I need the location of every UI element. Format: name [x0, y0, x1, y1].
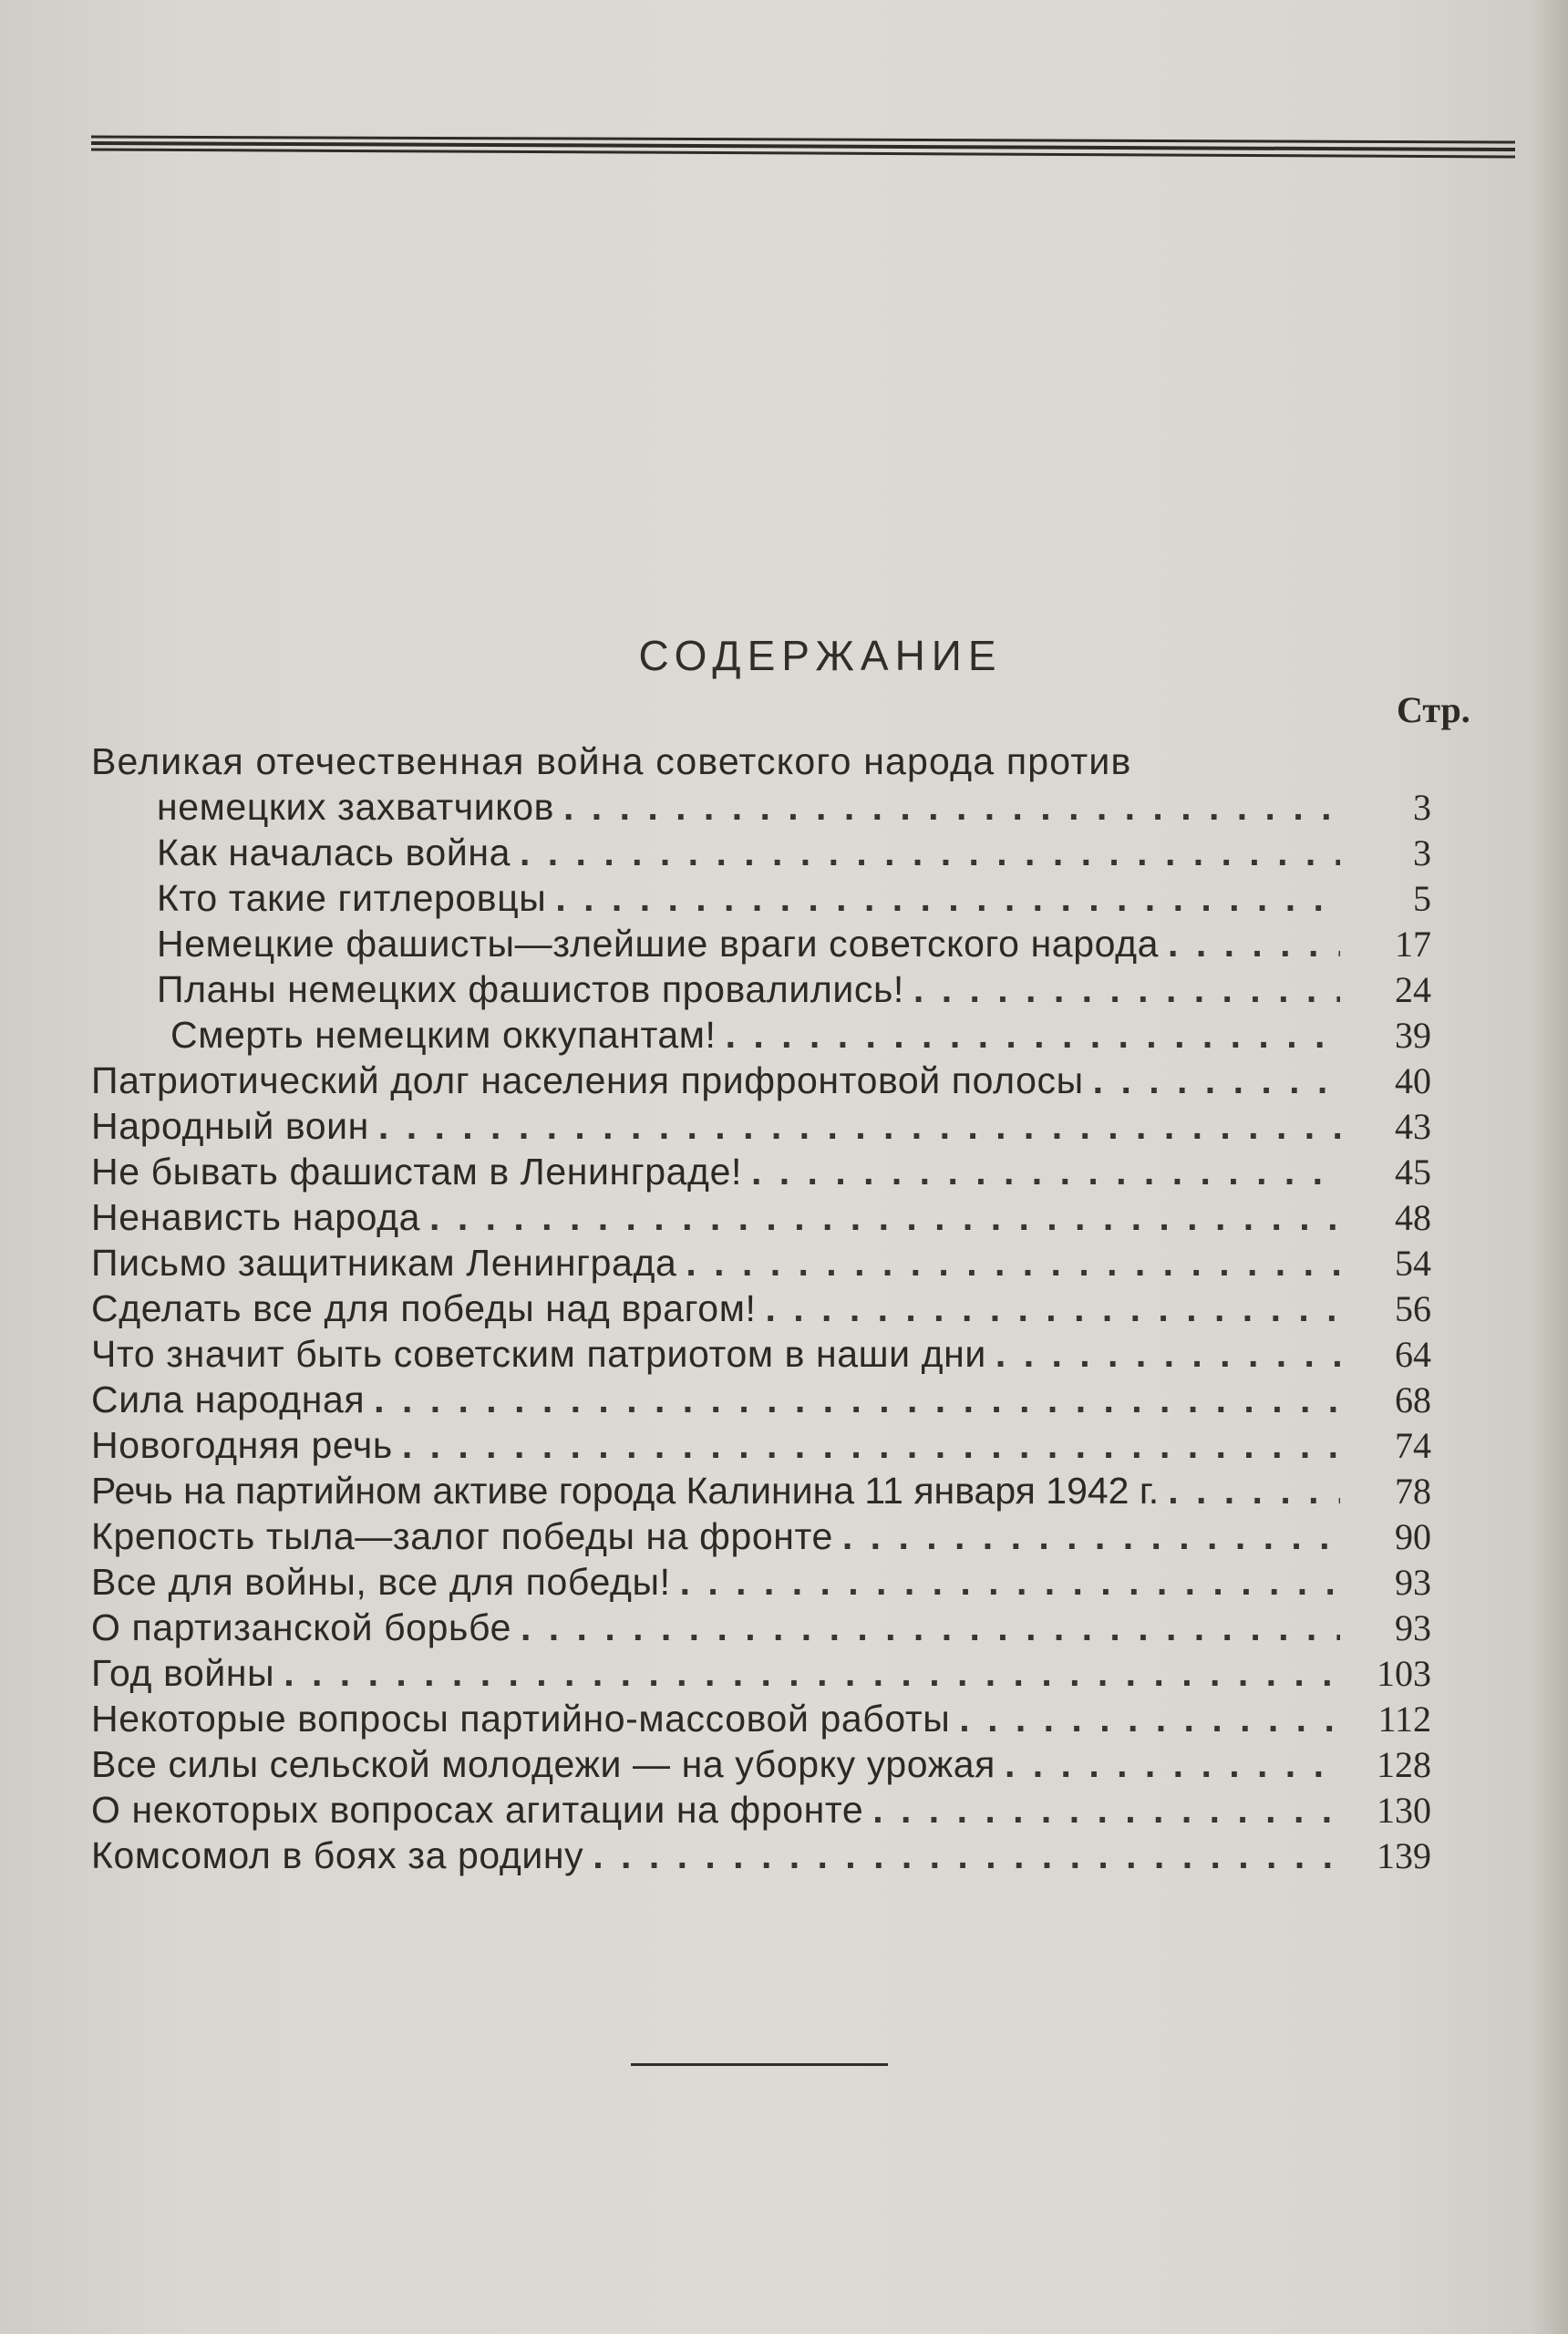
- dot-leader: [563, 784, 1340, 830]
- toc-entry-title: немецких захватчиков: [157, 786, 554, 828]
- toc-entry-page: 45: [1395, 1152, 1431, 1193]
- table-of-contents: [91, 738, 1431, 1878]
- toc-entry: [91, 1286, 1431, 1331]
- toc-entry: [91, 1194, 1431, 1240]
- toc-entry-page: 54: [1395, 1243, 1431, 1284]
- toc-entry-title: Немецкие фашисты—злейшие враги советского народа: [157, 923, 1160, 965]
- toc-entry-page: 139: [1377, 1835, 1431, 1876]
- dot-leader: [429, 1194, 1340, 1240]
- toc-entry: [91, 1422, 1431, 1468]
- dot-leader: [995, 1331, 1340, 1377]
- toc-entry-page: 78: [1395, 1471, 1431, 1512]
- toc-entry-title: Крепость тыла—залог победы на фронте: [91, 1515, 833, 1557]
- toc-entry-title: О партизанской борьбе: [91, 1606, 511, 1648]
- toc-sub-entry: [91, 966, 1431, 1012]
- toc-entry-page: 48: [1395, 1197, 1431, 1238]
- toc-entry-title: Сделать все для победы над врагом!: [91, 1287, 757, 1329]
- toc-entry-title: Ненависть народа: [91, 1196, 421, 1238]
- dot-leader: [872, 1787, 1340, 1833]
- toc-entry-page: 74: [1395, 1425, 1431, 1466]
- dot-leader: [913, 966, 1340, 1012]
- toc-sub-entry: [91, 1012, 1431, 1058]
- toc-entry-page: 93: [1395, 1562, 1431, 1603]
- toc-entry: [91, 1331, 1431, 1377]
- toc-entry-page: 112: [1377, 1699, 1431, 1740]
- intro-entry-line1: Великая отечественная война советского народа против: [91, 740, 1132, 782]
- toc-entry-title: Все силы сельской молодежи — на уборку урожая: [91, 1743, 995, 1785]
- toc-entry-page: 68: [1395, 1379, 1431, 1420]
- toc-entry-page: 5: [1413, 878, 1431, 919]
- toc-entry-title: Комсомол в боях за родину: [91, 1834, 584, 1876]
- dot-leader: [402, 1422, 1340, 1468]
- bottom-rule: [631, 2063, 888, 2066]
- toc-entry-page: 93: [1395, 1607, 1431, 1648]
- toc-entry-page: 39: [1395, 1015, 1431, 1056]
- toc-entry-page: 128: [1377, 1744, 1431, 1785]
- toc-entry-title: Как началась война: [157, 831, 511, 873]
- dot-leader: [1168, 1468, 1340, 1513]
- toc-entry: [91, 1240, 1431, 1286]
- toc-entry: [91, 1605, 1431, 1650]
- toc-entry: [91, 1833, 1431, 1878]
- toc-entry: [91, 1650, 1431, 1696]
- intro-entry-line2: [91, 784, 1431, 830]
- toc-entry-page: 56: [1395, 1288, 1431, 1329]
- toc-entry: [91, 1103, 1431, 1149]
- toc-entry-title: Сила народная: [91, 1379, 366, 1420]
- top-double-rule: [91, 129, 1515, 162]
- toc-entry-title: Смерть немецким оккупантам!: [170, 1014, 717, 1056]
- toc-entry: [91, 1058, 1431, 1103]
- toc-entry-title: Письмо защитникам Ленинграда: [91, 1242, 677, 1284]
- dot-leader: [1005, 1741, 1340, 1787]
- dot-leader: [842, 1513, 1340, 1559]
- dot-leader: [521, 1605, 1340, 1650]
- dot-leader: [680, 1559, 1340, 1605]
- toc-sub-entry: [91, 875, 1431, 921]
- toc-entry-title: Патриотический долг населения прифронтовой полосы: [91, 1059, 1084, 1101]
- dot-leader: [959, 1696, 1340, 1741]
- dot-leader: [751, 1149, 1340, 1194]
- dot-leader: [726, 1012, 1340, 1058]
- toc-entry-title: Некоторые вопросы партийно-массовой работы: [91, 1698, 951, 1740]
- toc-entry-page: 40: [1395, 1060, 1431, 1101]
- toc-sub-entry: [91, 921, 1431, 966]
- toc-entry: [91, 1513, 1431, 1559]
- toc-entry-page: 3: [1413, 787, 1431, 828]
- toc-entry-page: 64: [1395, 1334, 1431, 1375]
- toc-entry-title: Год войны: [91, 1652, 275, 1694]
- toc-entry-page: 24: [1395, 969, 1431, 1010]
- toc-entry-title: О некоторых вопросах агитации на фронте: [91, 1789, 864, 1831]
- toc-entry-title: Народный воин: [91, 1105, 369, 1147]
- dot-leader: [378, 1103, 1340, 1149]
- toc-entry-page: 17: [1395, 924, 1431, 965]
- toc-entry: [91, 1377, 1431, 1422]
- dot-leader: [686, 1240, 1340, 1286]
- toc-entry-title: Кто такие гитлеровцы: [157, 877, 547, 919]
- page-column-label: Стр.: [1397, 689, 1470, 730]
- dot-leader: [520, 830, 1340, 875]
- dot-leader: [765, 1286, 1340, 1331]
- toc-entry-page: 43: [1395, 1106, 1431, 1147]
- toc-entry-page: 3: [1413, 832, 1431, 873]
- dot-leader: [374, 1377, 1340, 1422]
- dot-leader: [1093, 1058, 1340, 1103]
- toc-entry-title: Все для войны, все для победы!: [91, 1561, 671, 1603]
- dot-leader: [555, 875, 1340, 921]
- dot-leader: [593, 1833, 1340, 1878]
- toc-entry: [91, 1559, 1431, 1605]
- toc-entry-title: Планы немецких фашистов провалились!: [157, 968, 904, 1010]
- toc-entry: [91, 1696, 1431, 1741]
- toc-entry-title: Не бывать фашистам в Ленинграде!: [91, 1151, 742, 1193]
- dot-leader: [1168, 921, 1340, 966]
- dot-leader: [284, 1650, 1340, 1696]
- toc-entry-page: 103: [1377, 1653, 1431, 1694]
- toc-entry-title: Речь на партийном активе города Калинина 11 января 1942 г.: [91, 1470, 1160, 1512]
- toc-entry: [91, 1787, 1431, 1833]
- toc-entry: [91, 1149, 1431, 1194]
- contents-heading: СОДЕРЖАНИЕ: [638, 632, 1003, 679]
- toc-entry-page: 130: [1377, 1790, 1431, 1831]
- toc-sub-entry: [91, 830, 1431, 875]
- toc-entry-title: Новогодняя речь: [91, 1424, 393, 1466]
- toc-entry-title: Что значит быть советским патриотом в наши дни: [91, 1333, 986, 1375]
- toc-entry: [91, 1468, 1431, 1513]
- toc-entry: [91, 1741, 1431, 1787]
- toc-entry-page: 90: [1395, 1516, 1431, 1557]
